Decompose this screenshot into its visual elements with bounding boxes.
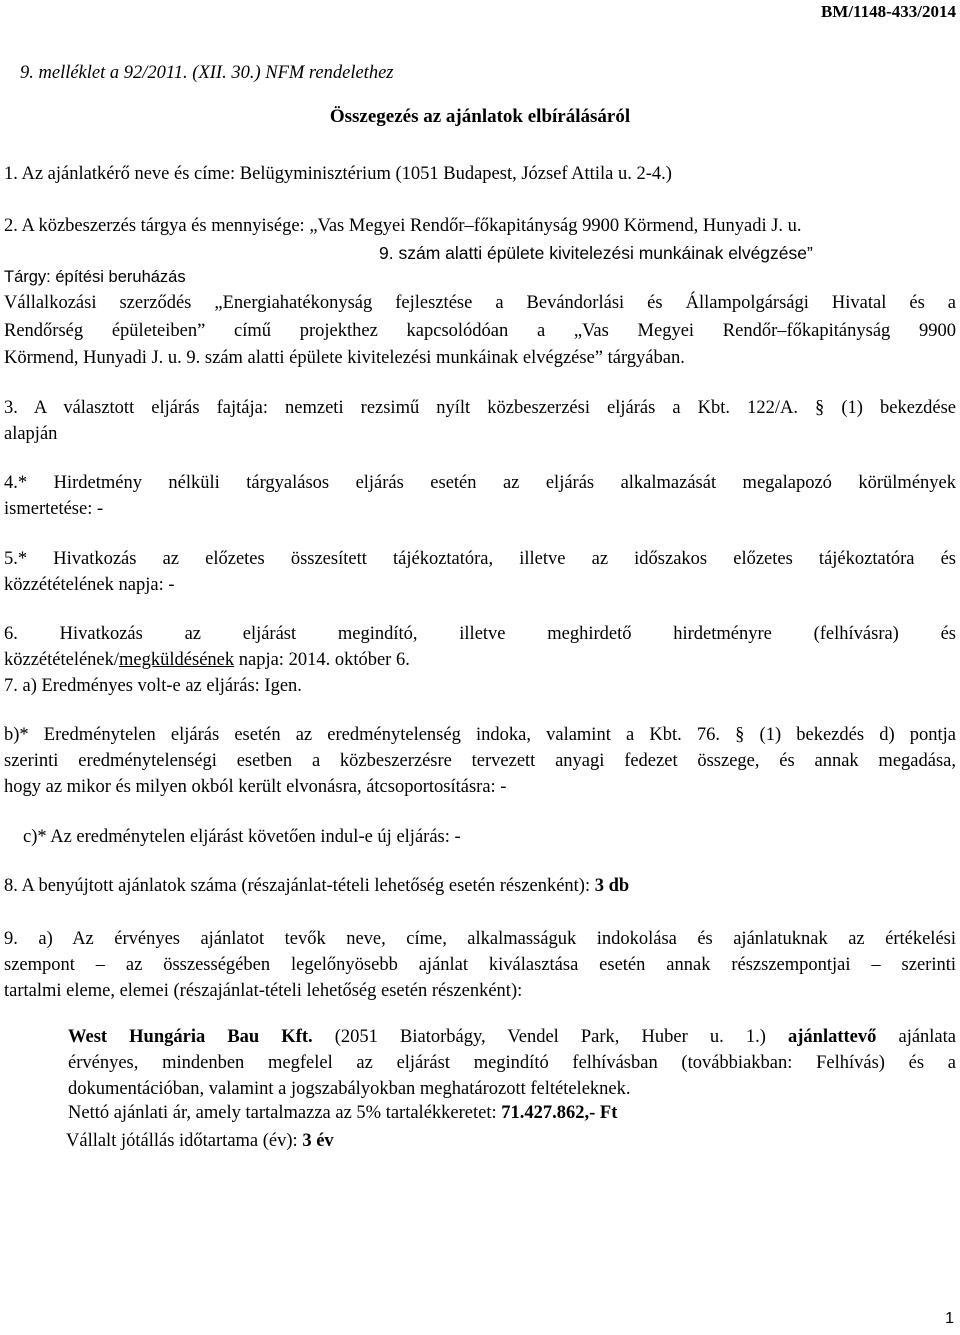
offer-count-label: 8. A benyújtott ajánlatok száma (részajánlat-tételi lehetőség esetén részenként): (4, 876, 595, 896)
section-9-line-2: szempont – az összességében legelőnyösebb ajánlat kiválasztása esetén annak részszempontjai – szerinti (4, 955, 956, 975)
annex-reference: 9. melléklet a 92/2011. (XII. 30.) NFM rendelethez (20, 63, 394, 83)
section-9-line-3: tartalmi eleme, elemei (részajánlat-tételi lehetőség esetén részenként): (4, 981, 523, 1001)
section-4-line-1: 4.* Hirdetmény nélküli tárgyalásos eljárás esetén az eljárás alkalmazását megalapozó körülmények (4, 473, 956, 493)
bidder-line-2: érvényes, mindenben megfelel az eljárást megindító felhívásban (továbbiakban: Felhívás) és a (68, 1053, 956, 1073)
section-3-line-2: alapján (4, 424, 58, 444)
section-5-line-2: közzétételének napja: - (4, 575, 175, 595)
warranty-label: Vállalt jótállás időtartama (év): (66, 1131, 303, 1151)
bidder-address: (2051 Biatorbágy, Vendel Park, Huber u. 1.) (312, 1027, 788, 1047)
section-7b-line-1: b)* Eredménytelen eljárás esetén az eredménytelenség indoka, valamint a Kbt. 76. § (1) bekezdés d) pontja (4, 725, 956, 745)
dispatch-label: megküldésének (119, 650, 235, 670)
bidder-price (68, 1101, 617, 1125)
page-title: Összegezés az ajánlatok elbírálásáról (329, 106, 631, 127)
document-id: BM/1148-433/2014 (820, 2, 956, 21)
warranty-value: 3 év (302, 1131, 334, 1151)
offer-count-value: 3 db (594, 876, 630, 896)
section-1: 1. Az ajánlatkérő neve és címe: Belügyminisztérium (1051 Budapest, József Attila u. 2-4.) (4, 164, 672, 184)
section-7a: 7. a) Eredményes volt-e az eljárás: Igen. (4, 676, 302, 696)
section-2-line-4: Vállalkozási szerződés „Energiahatékonyság fejlesztése a Bevándorlási és Állampolgársági Hivatal és a (4, 293, 956, 313)
section-6-line-2 (4, 648, 410, 672)
section-8 (4, 874, 629, 898)
bidder-role: ajánlattevő (788, 1027, 877, 1047)
section-2-line-6: Körmend, Hunyadi J. u. 9. szám alatti épülete kivitelezési munkáinak elvégzése” tárgyában. (4, 348, 685, 368)
price-value: 71.427.862,- Ft (501, 1103, 618, 1123)
section-5-line-1: 5.* Hivatkozás az előzetes összesített tájékoztatóra, illetve az időszakos előzetes tájékoztatóra és (4, 549, 956, 569)
bidder-warranty (66, 1129, 334, 1153)
section-3-line-1: 3. A választott eljárás fajtája: nemzeti rezsimű nyílt közbeszerzési eljárás a Kbt. 122/A. § (1) bekezdése (4, 398, 956, 418)
section-4-line-2: ismertetése: - (4, 499, 104, 519)
price-label: Nettó ajánlati ár, amely tartalmazza az 5% tartalékkeretet: (68, 1103, 502, 1123)
section-7b-line-3: hogy az mikor és milyen okból került elvonásra, átcsoportosításra: - (4, 777, 507, 797)
bidder-line-1 (68, 1025, 956, 1049)
section-2-line-2: 9. szám alatti épülete kivitelezési munkáinak elvégzése” (379, 243, 813, 263)
section-2-subject: Tárgy: építési beruházás (4, 268, 186, 286)
page-number: 1 (945, 1310, 954, 1327)
section-7b-line-2: szerinti eredménytelenségi esetben a közbeszerzésre tervezett anyagi fedezet összege, és annak megadása, (4, 751, 956, 771)
bidder-line-3: dokumentációban, valamint a jogszabályokban meghatározott feltételeknek. (68, 1079, 631, 1099)
section-7c: c)* Az eredménytelen eljárást követően indul-e új eljárás: - (23, 827, 461, 847)
section-2-line-5: Rendőrség épületeiben” című projekthez kapcsolódóan a „Vas Megyei Rendőr–főkapitányság 9900 (4, 321, 956, 341)
section-2-line-1: 2. A közbeszerzés tárgya és mennyisége: „Vas Megyei Rendőr–főkapitányság 9900 Körmend, Hunyadi J. u. (4, 216, 802, 236)
bidder-line-1-end: ajánlata (876, 1027, 956, 1047)
bidder-name: West Hungária Bau Kft. (68, 1027, 313, 1047)
publication-date: napja: 2014. október 6. (234, 650, 410, 670)
section-6-line-1: 6. Hivatkozás az eljárást megindító, illetve meghirdető hirdetményre (felhívásra) és (4, 624, 956, 644)
publication-label: közzétételének/ (4, 650, 120, 670)
section-9-line-1: 9. a) Az érvényes ajánlatot tevők neve, címe, alkalmasságuk indokolása és ajánlatuknak az értékelési (4, 929, 956, 949)
